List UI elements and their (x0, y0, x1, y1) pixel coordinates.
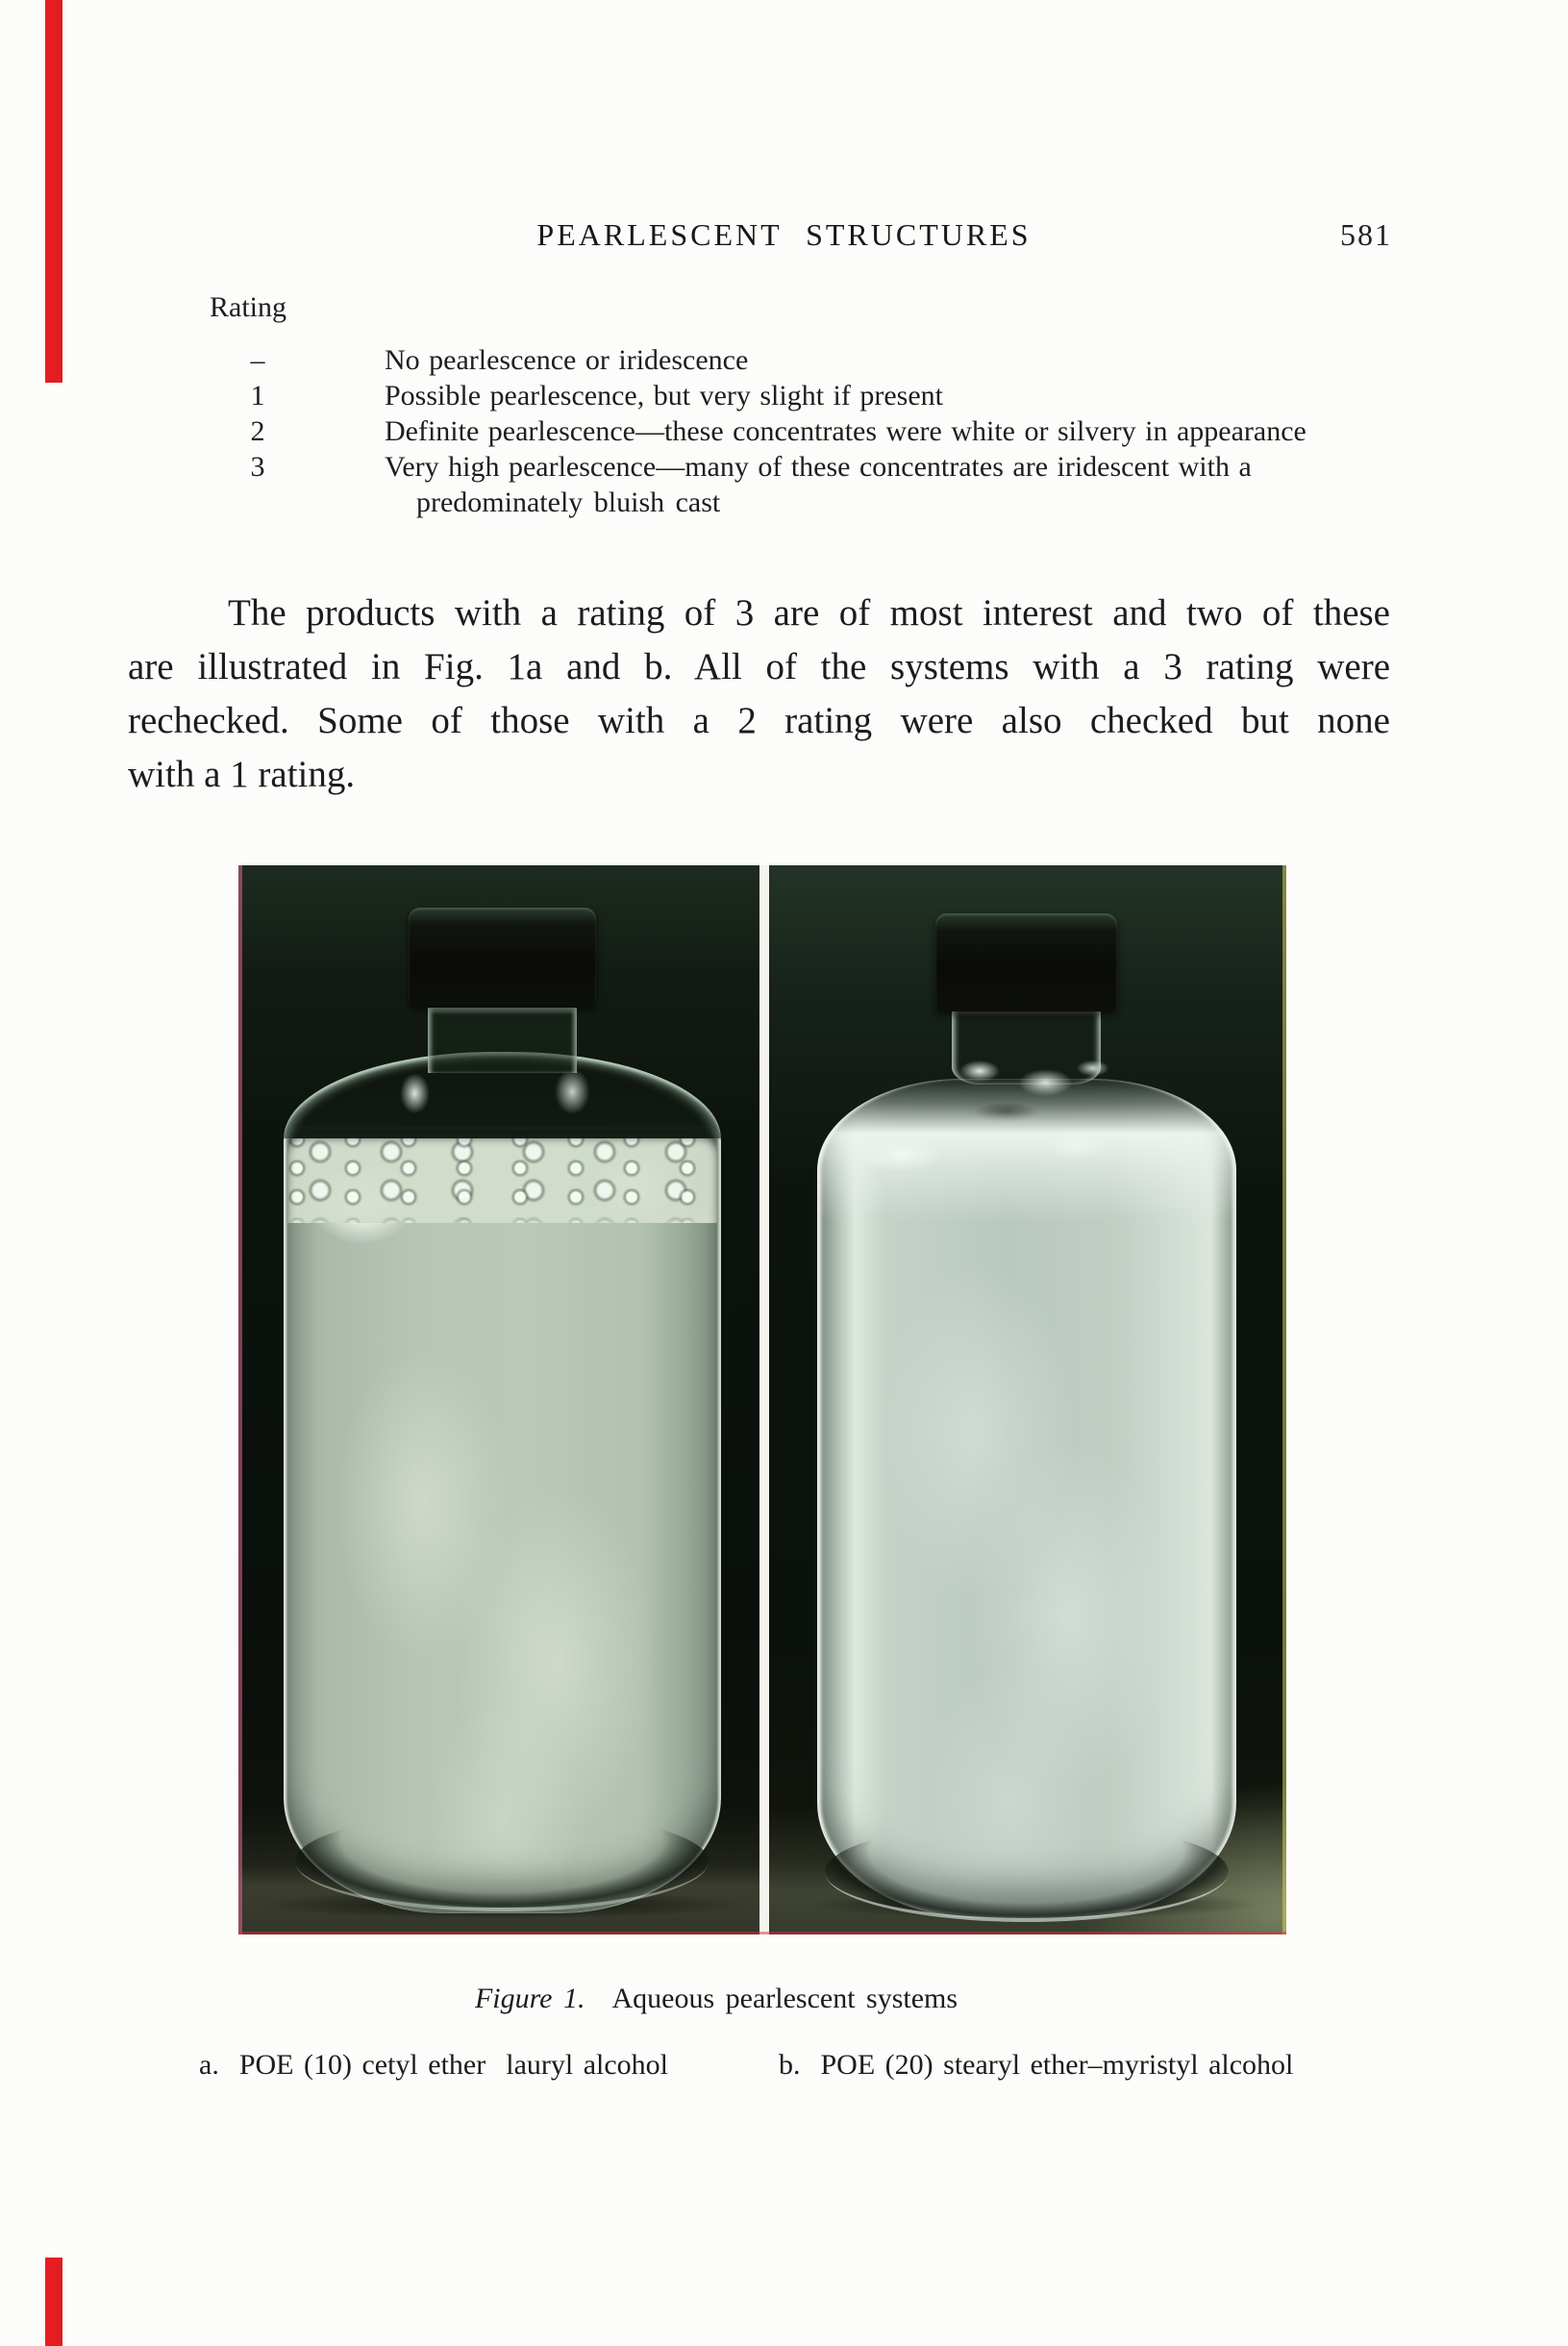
rating-symbol: 3 (250, 451, 265, 483)
bottle-a (284, 908, 721, 1913)
photo-panel-b (769, 865, 1286, 1934)
figure-subcaption-a: a. POE (10) cetyl ether lauryl alcohol (199, 2049, 669, 2081)
photo-panel-a (238, 865, 759, 1934)
bottle-a-body-liquid (284, 1125, 721, 1913)
bottle-a-foam-band (287, 1131, 717, 1223)
rating-symbol: 1 (250, 380, 265, 412)
figure-caption-title: Aqueous pearlescent systems (611, 1983, 958, 2014)
body-text-line-4: with a 1 rating. (128, 754, 356, 795)
photo-left-color-fringe (238, 865, 242, 1934)
rating-row (0, 415, 1568, 450)
bottle-a-neck (428, 1008, 577, 1073)
figure-subcaption-b: b. POE (20) stearyl ether–myristyl alcohol (779, 2049, 1294, 2081)
photo-right-color-fringe (1282, 865, 1286, 1934)
bottle-b (817, 913, 1236, 1918)
bottle-b-base (825, 1822, 1229, 1922)
rating-table-label: Rating (210, 291, 286, 323)
rating-symbol: – (250, 344, 265, 376)
bottle-b-neck-foam (933, 1048, 1121, 1106)
figure-caption-label: Figure 1. (474, 1983, 585, 2014)
scan-artifact-red-bar-bottom (45, 2258, 62, 2346)
photo-panel-divider (759, 865, 769, 1934)
bottle-a-base (295, 1811, 709, 1911)
page-number: 581 (1340, 217, 1392, 252)
photo-bottom-color-fringe (238, 1932, 1286, 1934)
rating-description-continuation: predominately bluish cast (416, 487, 721, 518)
body-text-line-3: rechecked. Some of those with a 2 rating were also checked but none (128, 700, 1390, 741)
rating-description: Possible pearlescence, but very slight if present (385, 380, 944, 412)
scan-artifact-red-bar-top (45, 0, 62, 383)
rating-description: No pearlescence or iridescence (385, 344, 749, 376)
rating-description: Very high pearlescence—many of these concentrates are iridescent with a (385, 451, 1252, 483)
rating-row (0, 380, 1568, 414)
rating-symbol: 2 (250, 415, 265, 447)
body-text-line-2: are illustrated in Fig. 1a and b. All of the systems with a 3 rating were (128, 646, 1390, 687)
body-text-line-1: The products with a rating of 3 are of most interest and two of these (228, 592, 1390, 634)
bottle-b-body-liquid (817, 1079, 1236, 1918)
bottle-b-cap (935, 913, 1117, 1011)
figure-caption (96, 1983, 1336, 2015)
figure-1-photograph (238, 865, 1286, 1934)
bottle-a-cap (409, 908, 596, 1006)
rating-row (0, 344, 1568, 379)
running-head-title: PEARLESCENT STRUCTURES (536, 217, 1032, 252)
rating-row (0, 451, 1568, 486)
rating-description: Definite pearlescence—these concentrates were white or silvery in appearance (385, 415, 1307, 447)
